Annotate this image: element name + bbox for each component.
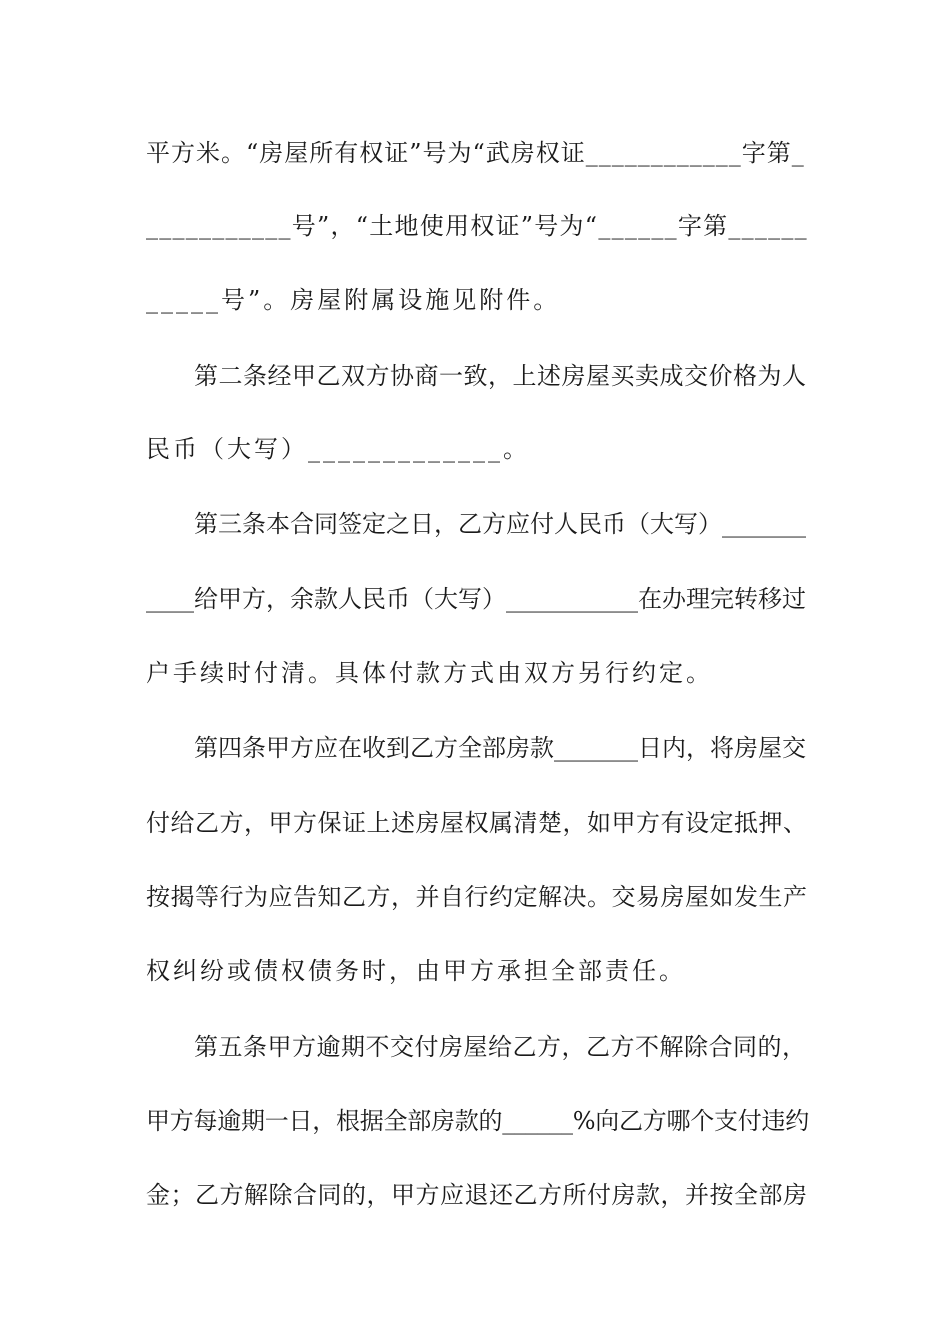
text-line: 平方米。“房屋所有权证”号为“武房权证____________字第_ <box>146 139 805 167</box>
text-line: ___________号”，“土地使用权证”号为“______字第______ <box>146 212 808 240</box>
text-line: ____给甲方，余款人民币（大写）___________在办理完转移过 <box>146 585 806 613</box>
text-line: 付给乙方，甲方保证上述房屋权属清楚，如甲方有设定抵押、 <box>146 809 808 837</box>
text-line: _____号”。房屋附属设施见附件。 <box>146 286 561 314</box>
text-line: 金；乙方解除合同的，甲方应退还乙方所付房款，并按全部房 <box>146 1181 808 1209</box>
paragraph-article-4: 第四条甲方应在收到乙方全部房款_______日内，将房屋交 <box>194 734 806 762</box>
paragraph-article-3: 第三条本合同签定之日，乙方应付人民币（大写）_______ <box>194 510 806 538</box>
text-line: 按揭等行为应告知乙方，并自行约定解决。交易房屋如发生产 <box>146 883 808 911</box>
text-line: 民币（大写）_____________。 <box>146 435 530 463</box>
text-line: 权纠纷或债权债务时，由甲方承担全部责任。 <box>146 957 686 985</box>
paragraph-article-5: 第五条甲方逾期不交付房屋给乙方，乙方不解除合同的， <box>194 1033 807 1061</box>
text-line: 户手续时付清。具体付款方式由双方另行约定。 <box>146 659 713 687</box>
text-line: 甲方每逾期一日，根据全部房款的______%向乙方哪个支付违约 <box>146 1107 810 1135</box>
paragraph-article-2: 第二条经甲乙双方协商一致，上述房屋买卖成交价格为人 <box>194 362 807 390</box>
